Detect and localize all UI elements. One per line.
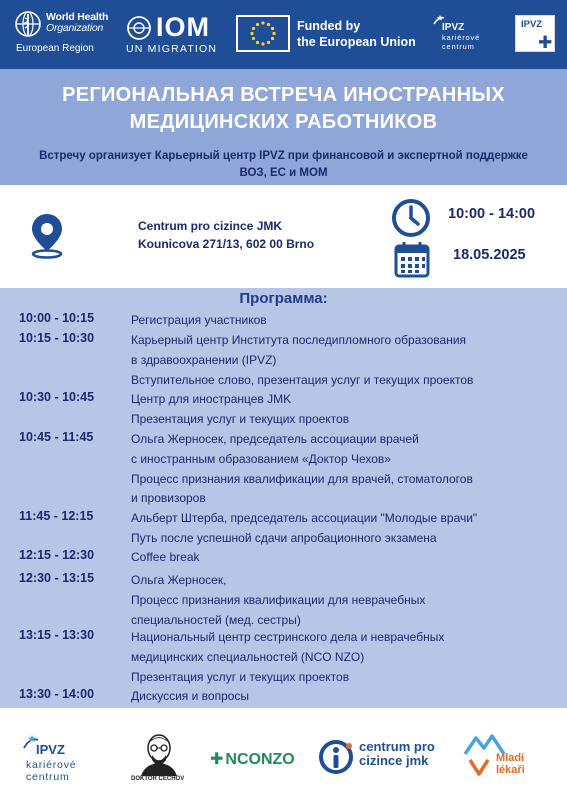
chekhov-label: DOKTOR ČECHOV bbox=[131, 776, 185, 782]
who-emblem-icon bbox=[14, 10, 42, 38]
ipvz-footer-sub1: kariérové bbox=[26, 759, 77, 771]
location-pin-icon bbox=[27, 211, 67, 259]
program-desc bbox=[131, 687, 249, 707]
program-desc-line: Альберт Штерба, председатель ассоциации "Молодые врачи" bbox=[131, 511, 478, 525]
program-desc-line: Процесс признания квалификации для неврачебных bbox=[131, 592, 426, 607]
eu-flag bbox=[236, 15, 290, 52]
ipvz-footer-logo bbox=[22, 734, 104, 783]
program-time: 10:30 - 10:45 bbox=[19, 390, 95, 404]
iom-wordmark: IOM bbox=[156, 12, 210, 42]
ipvz-header-sub2: centrum bbox=[442, 42, 475, 51]
iom-subtitle: UN MIGRATION bbox=[126, 43, 218, 55]
program-desc-line: Карьерный центр Института последипломного образования bbox=[131, 333, 467, 347]
program-desc-line: Презентация услуг и текущих проектов bbox=[131, 411, 350, 426]
program-desc bbox=[131, 331, 473, 390]
doktor-chekhov-logo bbox=[133, 732, 185, 784]
program-desc bbox=[131, 628, 444, 687]
program-desc-line: Coffee break bbox=[131, 550, 200, 564]
program-desc bbox=[131, 311, 267, 331]
program-desc bbox=[131, 548, 200, 568]
program-desc-line: Ольга Жерносек, bbox=[131, 573, 227, 587]
program-desc-line: Центр для иностранцев JMK bbox=[131, 392, 292, 406]
calendar-icon bbox=[392, 239, 432, 279]
footer-logos bbox=[0, 708, 567, 800]
ipvz-header-name: IPVZ bbox=[442, 22, 465, 33]
program-desc-line: Путь после успешной сдачи апробационного экзамена bbox=[131, 530, 437, 545]
plus-icon: ✚ bbox=[538, 33, 553, 52]
nconzo-text: NCONZO bbox=[225, 751, 295, 768]
chekhov-portrait-icon bbox=[133, 732, 185, 776]
program-time: 10:45 - 11:45 bbox=[19, 430, 94, 444]
program-desc bbox=[131, 571, 425, 630]
program-desc bbox=[131, 509, 477, 549]
program-title: Программа: bbox=[239, 290, 328, 307]
mladi-lekari-text bbox=[496, 752, 525, 776]
who-logo bbox=[14, 10, 114, 56]
mladi-lekari-line1: Mladí bbox=[496, 752, 525, 764]
event-subtitle-line1: Встречу организует Карьерный центр IPVZ при финансовой и экспертной поддержке bbox=[39, 150, 528, 162]
cpc-text bbox=[359, 740, 435, 768]
program-time: 13:30 - 14:00 bbox=[19, 687, 95, 701]
program-time: 10:15 - 10:30 bbox=[19, 331, 95, 345]
cpc-emblem-icon bbox=[317, 738, 355, 776]
eu-funding-line1: Funded by bbox=[297, 19, 361, 33]
event-title-line1: РЕГИОНАЛЬНАЯ ВСТРЕЧА ИНОСТРАННЫХ bbox=[62, 84, 505, 106]
ipvz-box-logo bbox=[515, 15, 555, 52]
program-desc-line: в здравоохранении (IPVZ) bbox=[131, 352, 277, 367]
event-date: 18.05.2025 bbox=[453, 247, 526, 263]
clock-icon bbox=[390, 197, 432, 239]
ipvz-header-sub bbox=[442, 33, 480, 51]
who-region: European Region bbox=[16, 43, 94, 54]
program-time: 10:00 - 10:15 bbox=[19, 311, 95, 325]
ipvz-header-logo bbox=[432, 14, 496, 58]
event-subtitle bbox=[0, 148, 567, 182]
program-desc-line: с иностранным образованием «Доктор Чехов» bbox=[131, 451, 391, 466]
mladi-lekari-line2: lékaři bbox=[496, 764, 525, 776]
ipvz-header-sub1: kariérové bbox=[442, 33, 481, 42]
program-desc bbox=[131, 430, 473, 509]
program-section bbox=[0, 288, 567, 708]
program-desc-line: специальностей (мед. сестры) bbox=[131, 612, 301, 627]
title-band bbox=[0, 69, 567, 185]
program-desc-line: Процесс признания квалификации для врачей, стоматологов bbox=[131, 471, 473, 486]
nconzo-plus-icon: ✚ bbox=[210, 751, 224, 768]
program-time: 11:45 - 12:15 bbox=[19, 509, 94, 523]
iom-emblem-icon bbox=[126, 15, 152, 41]
event-address bbox=[138, 217, 314, 253]
ipvz-footer-sub bbox=[26, 759, 76, 783]
program-desc-line: и провизоров bbox=[131, 491, 206, 506]
nconzo-logo bbox=[210, 749, 295, 769]
event-subtitle-line2: ВОЗ, ЕС и МОМ bbox=[239, 167, 328, 179]
centrum-pro-cizince-logo bbox=[317, 738, 452, 778]
program-desc-line: Вступительное слово, презентация услуг и текущих проектов bbox=[131, 372, 474, 387]
ipvz-footer-sub2: centrum bbox=[26, 771, 70, 783]
who-name-line1: World Health bbox=[46, 11, 109, 23]
program-desc-line: Национальный центр сестринского дела и неврачебных bbox=[131, 630, 445, 644]
ipvz-footer-name: IPVZ bbox=[36, 742, 65, 757]
program-time: 12:30 - 13:15 bbox=[19, 571, 95, 585]
program-desc bbox=[131, 390, 349, 430]
cpc-line1: centrum pro bbox=[359, 739, 435, 754]
location-street: Kounicova 271/13, 602 00 Brno bbox=[138, 237, 315, 251]
program-desc-line: Дискуссия и вопросы bbox=[131, 689, 250, 703]
header-bar bbox=[0, 0, 567, 69]
event-title-line2: МЕДИЦИНСКИХ РАБОТНИКОВ bbox=[129, 111, 438, 133]
mladi-lekari-logo bbox=[462, 730, 532, 780]
ipvz-box-text: IPVZ bbox=[521, 19, 543, 30]
eu-funding-line2: the European Union bbox=[297, 35, 416, 49]
who-name-line2: Organization bbox=[46, 22, 104, 34]
program-desc-line: Регистрация участников bbox=[131, 313, 267, 327]
cpc-line2: cizince jmk bbox=[359, 753, 429, 768]
event-info bbox=[0, 185, 567, 288]
event-time: 10:00 - 14:00 bbox=[448, 206, 536, 222]
program-desc-line: медицинских специальностей (NCO NZO) bbox=[131, 649, 365, 664]
location-name: Centrum pro cizince JMK bbox=[138, 219, 283, 233]
program-desc-line: Презентация услуг и текущих проектов bbox=[131, 669, 350, 684]
event-title bbox=[0, 82, 567, 136]
iom-logo bbox=[124, 13, 220, 57]
eu-stars-icon bbox=[236, 15, 290, 52]
eu-funding-text bbox=[297, 18, 416, 50]
program-time: 12:15 - 12:30 bbox=[19, 548, 95, 562]
program-time: 13:15 - 13:30 bbox=[19, 628, 95, 642]
program-desc-line: Ольга Жерносек, председатель ассоциации врачей bbox=[131, 432, 419, 446]
